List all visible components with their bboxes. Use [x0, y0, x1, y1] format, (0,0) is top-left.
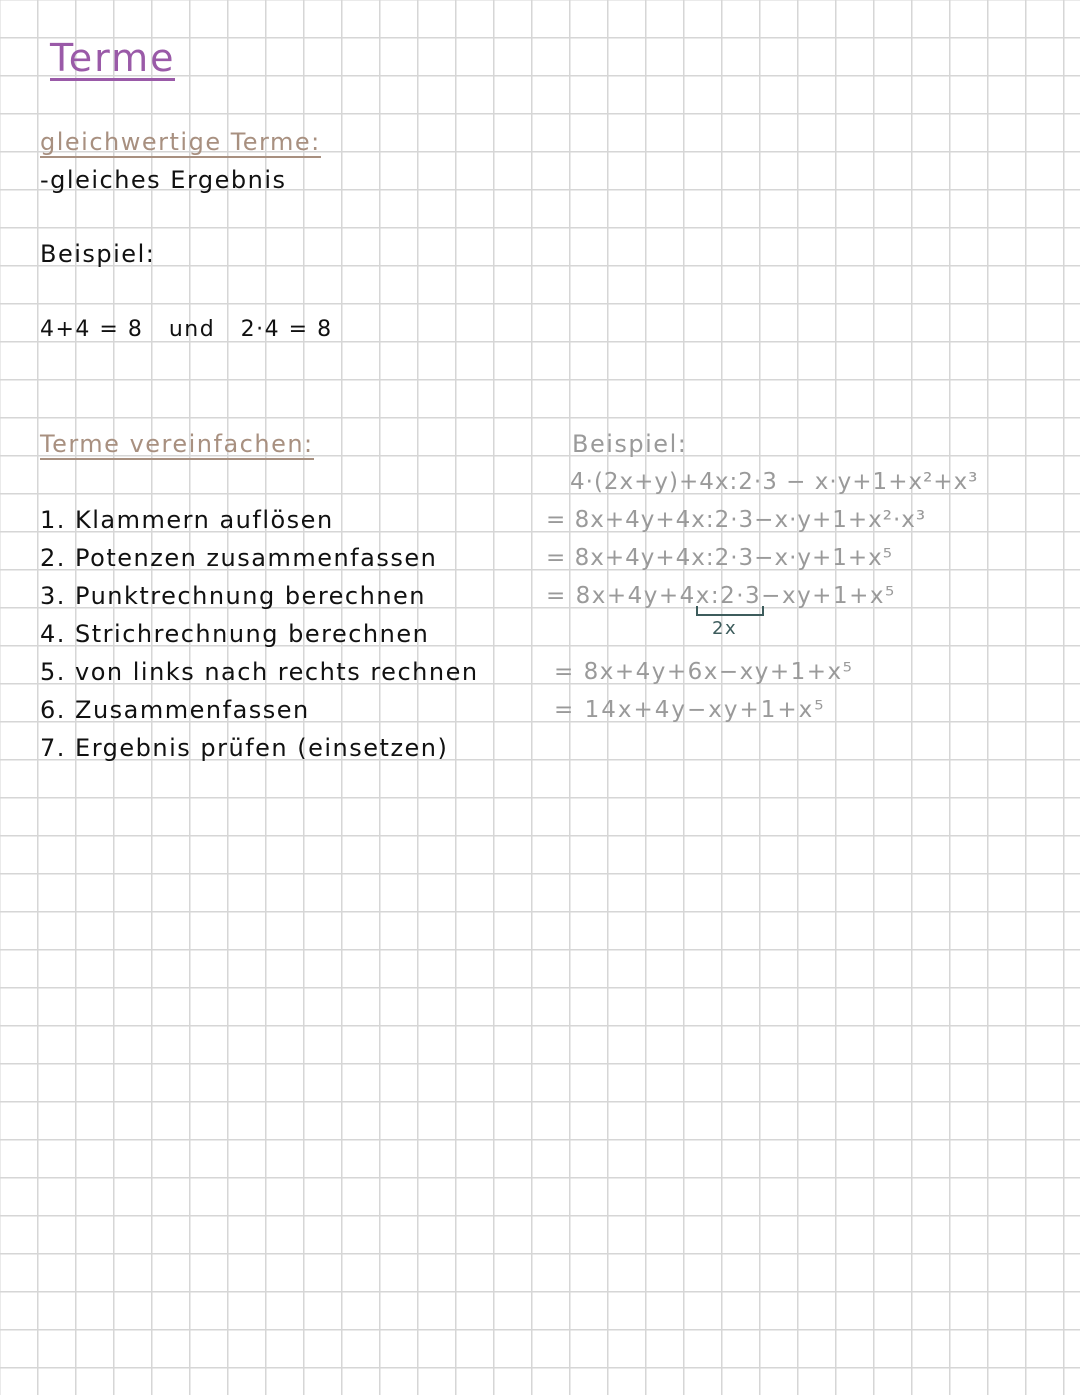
step-item: 3. Punktrechnung berechnen — [40, 582, 427, 610]
example-label: Beispiel: — [40, 240, 156, 268]
example2-line: 4·(2x+y)+4x:2·3 − x·y+1+x²+x³ — [570, 469, 979, 495]
example2-line: = 14x+4y−xy+1+x⁵ — [554, 697, 826, 723]
definition-point: -gleiches Ergebnis — [40, 166, 287, 194]
example2-line: = 8x+4y+4x:2·3−x·y+1+x⁵ — [546, 545, 893, 571]
example2-line: = 8x+4y+4x:2·3−x·y+1+x²·x³ — [546, 507, 927, 533]
example2-line: = 8x+4y+6x−xy+1+x⁵ — [554, 659, 854, 685]
example-equation: 4+4 = 8 und 2·4 = 8 — [40, 317, 333, 342]
step-item: 5. von links nach rechts rechnen — [40, 658, 479, 686]
example2-line: = 8x+4y+4x:2·3−xy+1+x⁵ — [546, 583, 896, 609]
annotation-2x: 2x — [712, 618, 738, 639]
step-item: 1. Klammern auflösen — [40, 506, 334, 534]
underbrace — [696, 606, 764, 616]
step-item: 6. Zusammenfassen — [40, 696, 310, 724]
heading-simplify-terms: Terme vereinfachen: — [40, 430, 314, 458]
step-item: 2. Potenzen zusammenfassen — [40, 544, 438, 572]
step-item: 7. Ergebnis prüfen (einsetzen) — [40, 734, 449, 762]
heading-equivalent-terms: gleichwertige Terme: — [40, 128, 321, 156]
step-item: 4. Strichrechnung berechnen — [40, 620, 430, 648]
example2-label: Beispiel: — [572, 430, 688, 458]
page-title: Terme — [50, 36, 176, 80]
